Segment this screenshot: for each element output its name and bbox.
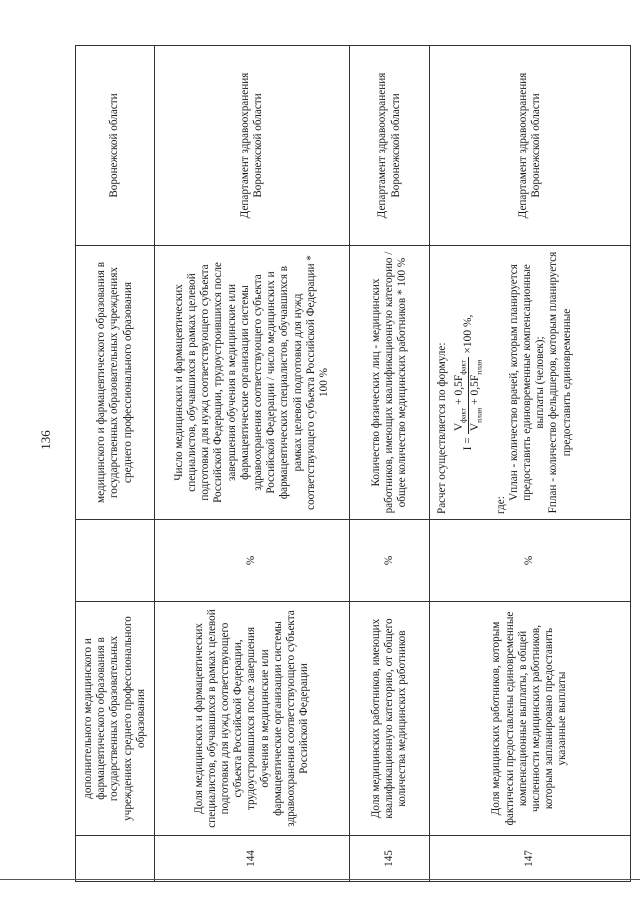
row-number: 144 [155, 836, 350, 882]
formula-fraction [453, 357, 484, 435]
data-source: Департамент здравоохранения Воронежской области [430, 46, 631, 246]
indicator-name: дополнительного медицинского и фармацевтического образования в государственных образовательных учреждениях среднего профессионального образования [76, 602, 155, 836]
formula-where: где: [494, 496, 507, 514]
page-bottom-rule [0, 879, 640, 880]
formula-rhs: ×100 %, [462, 314, 475, 354]
formula-numerator: $V_{факт} + 0,5F_{факт}$ [453, 357, 469, 434]
indicator-name: Доля медицинских и фармацевтических специалистов, обучавшихся в рамках целевой подготовки для нужд соответствующего субъекта Российской Федерации, трудоустроившихся после завершения обучения в медицинские или фармацевтические организации системы здравоохранения соответствующего субъекта Российской Федерации [155, 602, 350, 836]
row-number: 145 [350, 836, 430, 882]
table-row [155, 46, 350, 882]
row-number [76, 836, 155, 882]
formula-intro: Расчет осуществляется по формуле: [436, 342, 448, 514]
row-number: 147 [430, 836, 631, 882]
unit: % [430, 520, 631, 602]
calculation-method [430, 246, 631, 520]
indicator-table [75, 45, 631, 882]
data-source: Департамент здравоохранения Воронежской области [155, 46, 350, 246]
table-row [430, 46, 631, 882]
data-source: Департамент здравоохранения Воронежской области [350, 46, 430, 246]
calculation-method: Количество физических лиц - медицинских работников, имеющих квалификационную категорию / общее количество медицинских работников * 100 % [350, 246, 430, 520]
indicator-name: Доля медицинских работников, которым фактически предоставлены единовременные компенсационные выплаты, в общей численности медицинских работников, которым запланировано предоставить указанные выплаты [430, 602, 631, 836]
indicator-table-rotated [75, 46, 630, 882]
unit: % [350, 520, 430, 602]
unit [76, 520, 155, 602]
formula-var-f: Fплан - количество фельдшеров, которым планируется предоставить единовременные [547, 251, 573, 514]
formula-var-v: Vплан - количество врачей, которым планируется предоставить единовременные компенсационные выплаты (человек); [507, 264, 547, 501]
formula-lhs: I = [462, 437, 475, 451]
formula [453, 251, 484, 514]
calculation-method: Число медицинских и фармацевтических специалистов, обучавшихся в рамках целевой подготовки для нужд соответствующего субъекта Российской Федерации, трудоустроившихся после завершения обучения в медицинские или фармацевтические организации системы здравоохранения соответствующего субъекта Российской Федерации / число медицинских и фармацевтических специалистов, обучавшихся в рамках целевой подготовки для нужд соответствующего субъекта Российской Федерации * 100 % [155, 246, 350, 520]
table-row [350, 46, 430, 882]
indicator-name: Доля медицинских работников, имеющих квалификационную категорию, от общего количества медицинских работников [350, 602, 430, 836]
calculation-method: медицинского и фармацевтического образования в государственных образовательных учреждениях среднего профессионального образования [76, 246, 155, 520]
unit: % [155, 520, 350, 602]
page-number: 136 [38, 430, 53, 450]
formula-denominator: $V_{план} + 0,5F_{план}$ [469, 359, 484, 432]
data-source: Воронежской области [76, 46, 155, 246]
table-row [76, 46, 155, 882]
